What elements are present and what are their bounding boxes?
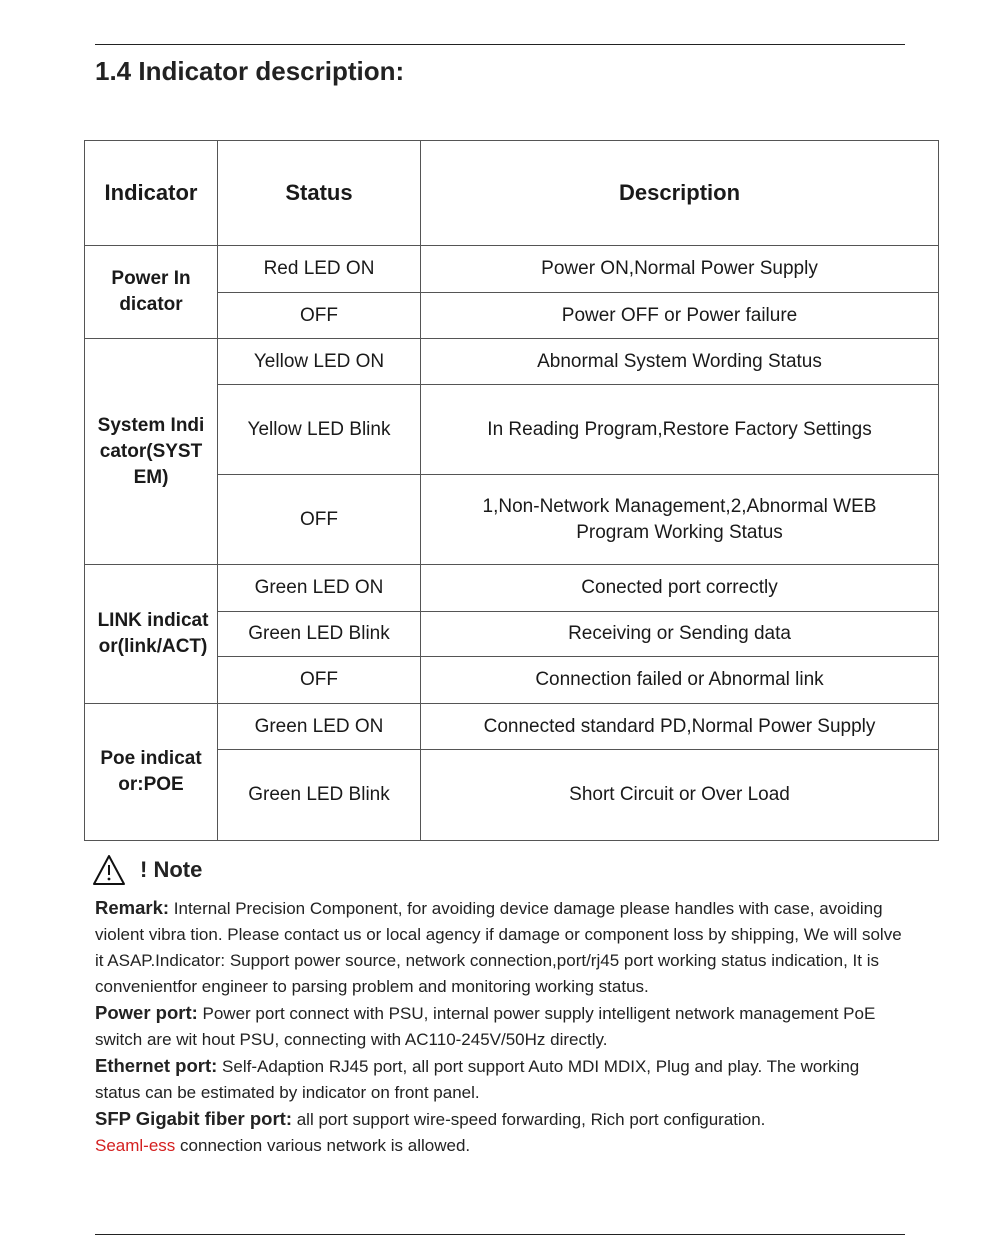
indicator-system: System Indicator(SYSTEM)	[85, 339, 218, 565]
table-row	[85, 246, 939, 293]
status-cell: Yellow LED ON	[218, 339, 421, 385]
description-cell: Connection failed or Abnormal link	[421, 657, 939, 704]
remark-label: Remark:	[95, 897, 170, 918]
status-cell: OFF	[218, 657, 421, 704]
header-description: Description	[421, 141, 939, 246]
indicator-table	[84, 140, 939, 841]
header-status: Status	[218, 141, 421, 246]
ethernet-port-paragraph	[95, 1053, 907, 1106]
indicator-power: Power Indicator	[85, 246, 218, 339]
table-header-row	[85, 141, 939, 246]
seamless-paragraph	[95, 1133, 907, 1159]
seamless-text: connection various network is allowed.	[175, 1136, 471, 1155]
header-indicator: Indicator	[85, 141, 218, 246]
table-row	[85, 339, 939, 385]
description-cell: Abnormal System Wording Status	[421, 339, 939, 385]
ethernet-port-label: Ethernet port:	[95, 1055, 218, 1076]
description-cell: Short Circuit or Over Load	[421, 750, 939, 841]
note-heading	[92, 852, 202, 888]
note-title: ! Note	[140, 857, 203, 882]
table-row	[85, 565, 939, 612]
description-cell: Connected standard PD,Normal Power Supply	[421, 704, 939, 750]
table-row	[85, 704, 939, 750]
status-cell: Green LED Blink	[218, 750, 421, 841]
status-cell: Green LED ON	[218, 565, 421, 612]
status-cell: Green LED ON	[218, 704, 421, 750]
section-heading: 1.4 Indicator description:	[95, 56, 405, 86]
description-cell: Receiving or Sending data	[421, 612, 939, 657]
bottom-rule	[95, 1234, 905, 1235]
top-rule	[95, 44, 905, 45]
status-cell: OFF	[218, 293, 421, 339]
indicator-link: LINK indicator(link/ACT)	[85, 565, 218, 704]
notes-body	[95, 895, 907, 1159]
status-cell: OFF	[218, 475, 421, 565]
description-cell: Power OFF or Power failure	[421, 293, 939, 339]
ethernet-port-text: Self-Adaption RJ45 port, all port support Auto MDI MDIX, Plug and play. The working status can be estimated by indicator on front panel.	[95, 1057, 860, 1102]
remark-text: Internal Precision Component, for avoiding device damage please handles with case, avoiding violent vibra tion. Please contact us or local agency if damage or component loss by shipping, We will solve it ASAP.Indicator: Support power source, network connection,port/rj45 port working status indication, It is convenientfor engineer to parsing problem and monitoring working status.	[95, 899, 902, 996]
warning-triangle-icon	[92, 854, 126, 886]
power-port-text: Power port connect with PSU, internal power supply intelligent network management PoE switch are wit hout PSU, connecting with AC110-245V/50Hz directly.	[95, 1004, 876, 1049]
power-port-paragraph	[95, 1000, 907, 1053]
indicator-poe: Poe indicator:POE	[85, 704, 218, 841]
sfp-port-paragraph	[95, 1106, 907, 1133]
status-cell: Red LED ON	[218, 246, 421, 293]
description-cell: 1,Non-Network Management,2,Abnormal WEB Program Working Status	[421, 475, 939, 565]
sfp-port-label: SFP Gigabit fiber port:	[95, 1108, 292, 1129]
status-cell: Green LED Blink	[218, 612, 421, 657]
description-cell: Conected port correctly	[421, 565, 939, 612]
status-cell: Yellow LED Blink	[218, 385, 421, 475]
seamless-highlight: Seaml-ess	[95, 1136, 176, 1155]
sfp-port-text: all port support wire-speed forwarding, Rich port configuration.	[292, 1110, 766, 1129]
description-cell: Power ON,Normal Power Supply	[421, 246, 939, 293]
description-cell: In Reading Program,Restore Factory Settings	[421, 385, 939, 475]
remark-paragraph	[95, 895, 907, 1000]
power-port-label: Power port:	[95, 1002, 198, 1023]
